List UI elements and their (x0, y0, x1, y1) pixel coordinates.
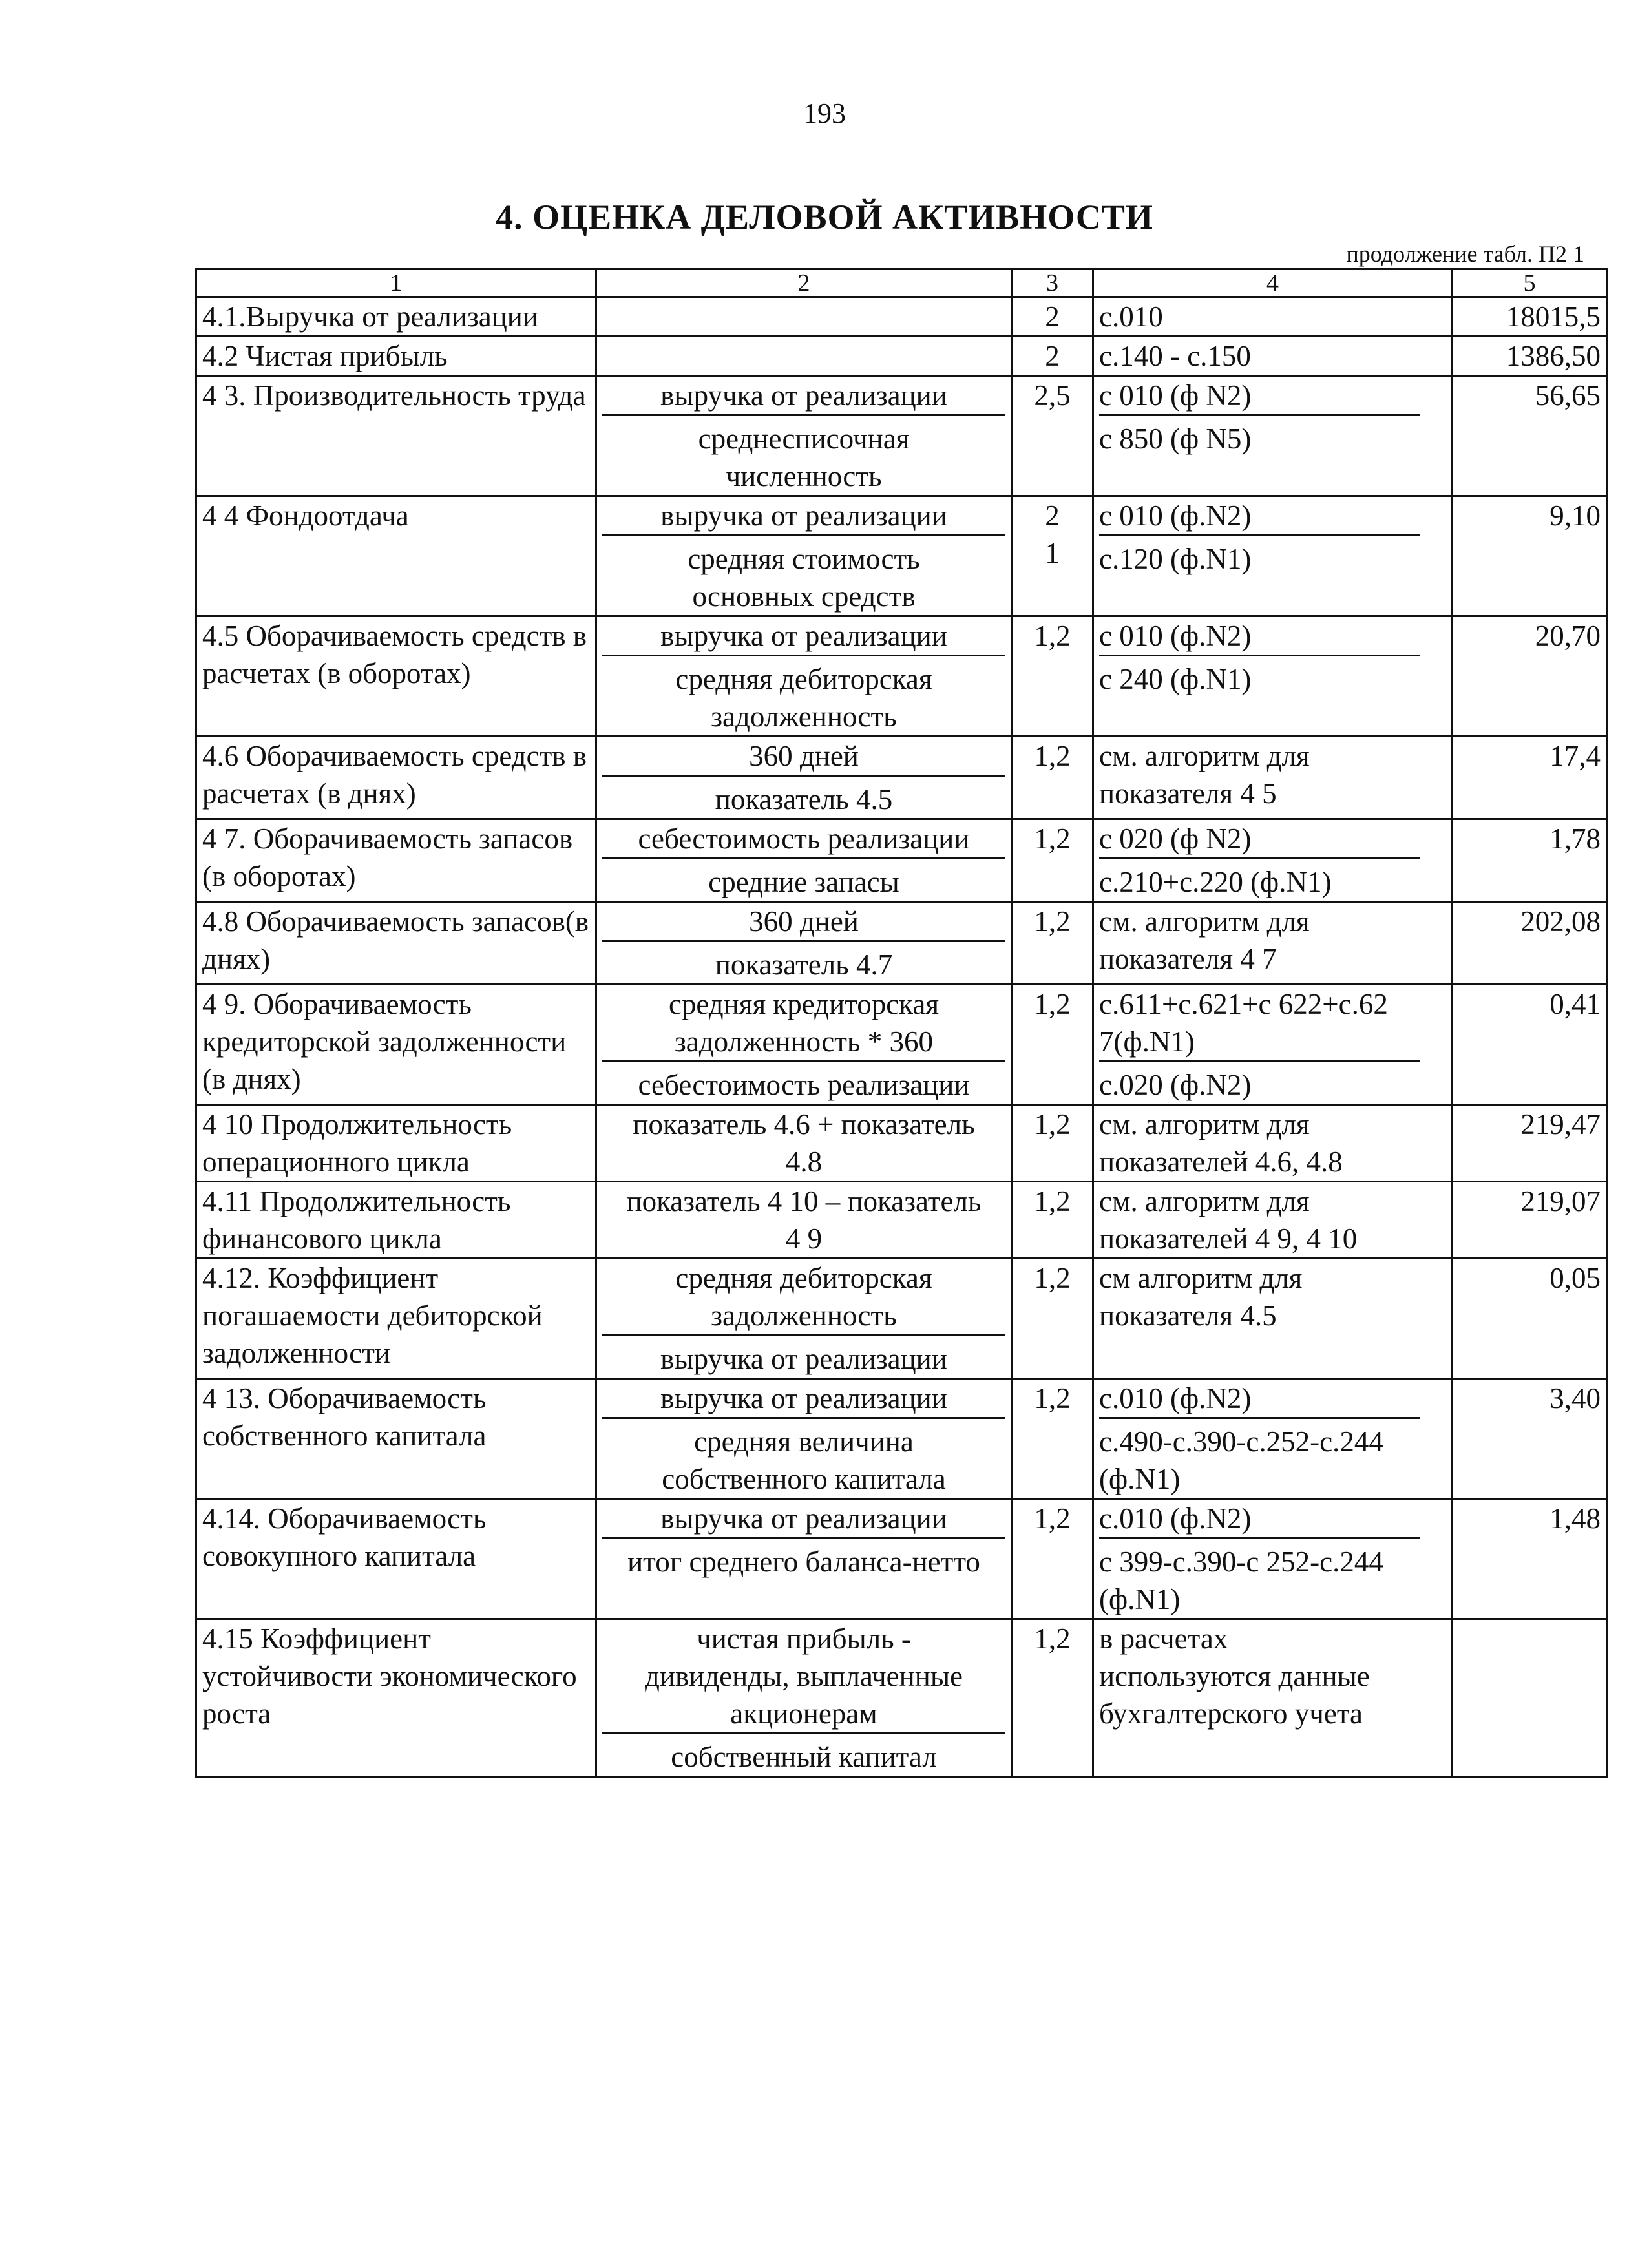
col3-part: 1,2 (1034, 1108, 1071, 1140)
table-row (196, 1499, 1607, 1619)
coefficient-cell (1012, 1379, 1093, 1499)
formula-cell (596, 1105, 1012, 1182)
header-cell-4: 4 (1093, 269, 1453, 297)
col3-part: 1,2 (1034, 1622, 1071, 1655)
source-part: с.210+с.220 (ф.N1) (1099, 866, 1332, 898)
table-continuation-note: продолжение табл. П2 1 (1346, 241, 1584, 267)
source-cell (1093, 902, 1453, 985)
source-part: с.010 (ф.N2) (1099, 1500, 1420, 1539)
source-part: см. алгоритм для показателей 4.6, 4.8 (1099, 1108, 1343, 1178)
coefficient-cell (1012, 985, 1093, 1105)
formula-part: показатель 4.7 (715, 949, 893, 981)
indicator-cell: 4.11 Продолжительность финансового цикла (196, 1182, 596, 1259)
formula-part: средние запасы (708, 866, 899, 898)
value-cell: 1,78 (1453, 819, 1607, 902)
col3-part: 1,2 (1034, 1262, 1071, 1294)
formula-part: средняя величина собственного капитала (662, 1425, 946, 1495)
formula-part: 360 дней (602, 903, 1005, 942)
indicator-cell: 4.6 Оборачиваемость средств в расчетах (в днях) (196, 737, 596, 819)
source-part: см алгоритм для показателя 4.5 (1099, 1262, 1303, 1332)
source-part: с 399-с.390-с 252-с.244 (ф.N1) (1099, 1546, 1383, 1615)
formula-part: показатель 4.6 + показатель 4.8 (633, 1108, 975, 1178)
page-number: 193 (803, 98, 846, 129)
col3-part: 1,2 (1034, 1185, 1071, 1217)
col3-part: 2 (1045, 300, 1060, 333)
formula-cell (596, 376, 1012, 496)
indicator-cell: 4.15 Коэффициент устойчивости экономического роста (196, 1619, 596, 1777)
coefficient-cell (1012, 337, 1093, 376)
table-row (196, 819, 1607, 902)
formula-part: выручка от реализации (660, 1343, 947, 1375)
formula-cell (596, 496, 1012, 616)
source-part: с.010 (1099, 300, 1163, 333)
value-cell: 18015,5 (1453, 297, 1607, 337)
formula-part: себестоимость реализации (602, 820, 1005, 859)
source-cell (1093, 1379, 1453, 1499)
source-part: см. алгоритм для показателя 4 7 (1099, 905, 1310, 975)
source-part: с.010 (ф.N2) (1099, 1380, 1420, 1419)
source-cell (1093, 1105, 1453, 1182)
indicator-cell: 4.2 Чистая прибыль (196, 337, 596, 376)
value-cell: 1,48 (1453, 1499, 1607, 1619)
value-cell: 0,05 (1453, 1259, 1607, 1379)
col3-part: 2 (1045, 340, 1060, 372)
source-part: с.120 (ф.N1) (1099, 543, 1252, 575)
formula-part: выручка от реализации (602, 497, 1005, 536)
indicator-cell: 4 3. Производительность труда (196, 376, 596, 496)
value-cell: 0,41 (1453, 985, 1607, 1105)
source-cell (1093, 297, 1453, 337)
table-row (196, 985, 1607, 1105)
indicator-cell: 4.12. Коэффициент погашаемости дебиторской задолженности (196, 1259, 596, 1379)
formula-part: выручка от реализации (602, 377, 1005, 416)
source-part: с 010 (ф N2) (1099, 377, 1420, 416)
header-row (196, 269, 1607, 297)
coefficient-cell (1012, 902, 1093, 985)
source-part: с.020 (ф.N2) (1099, 1069, 1252, 1101)
formula-part: себестоимость реализации (638, 1069, 970, 1101)
value-cell (1453, 1619, 1607, 1777)
coefficient-cell (1012, 1259, 1093, 1379)
col3-part: 1,2 (1034, 823, 1071, 855)
value-cell: 219,47 (1453, 1105, 1607, 1182)
col3-part: 1,2 (1034, 620, 1071, 652)
formula-cell (596, 819, 1012, 902)
source-cell (1093, 1619, 1453, 1777)
source-cell (1093, 1499, 1453, 1619)
formula-cell (596, 297, 1012, 337)
table-row (196, 1105, 1607, 1182)
source-part: см. алгоритм для показателей 4 9, 4 10 (1099, 1185, 1358, 1255)
table-row (196, 297, 1607, 337)
formula-part: средняя дебиторская задолженность (675, 663, 932, 733)
value-cell: 202,08 (1453, 902, 1607, 985)
col3-part: 2,5 (1034, 379, 1071, 412)
col3-part: 1,2 (1034, 1502, 1071, 1535)
formula-part: средняя кредиторская задолженность * 360 (602, 985, 1005, 1062)
indicator-cell: 4.8 Оборачиваемость запасов(в днях) (196, 902, 596, 985)
formula-part: итог среднего баланса-нетто (627, 1546, 980, 1578)
source-part: с 010 (ф.N2) (1099, 617, 1420, 656)
formula-part: чистая прибыль - дивиденды, выплаченные акционерам (602, 1620, 1005, 1734)
coefficient-cell (1012, 496, 1093, 616)
formula-cell (596, 1182, 1012, 1259)
source-part: с.490-с.390-с.252-с.244 (ф.N1) (1099, 1425, 1383, 1495)
col3-part: 1 (1045, 537, 1060, 569)
value-cell: 20,70 (1453, 616, 1607, 737)
source-part: с.611+с.621+с 622+с.62 7(ф.N1) (1099, 985, 1420, 1062)
formula-cell (596, 902, 1012, 985)
col3-part: 1,2 (1034, 905, 1071, 938)
table-row (196, 337, 1607, 376)
source-part: в расчетах используются данные бухгалтерского учета (1099, 1622, 1370, 1730)
col3-part: 1,2 (1034, 1382, 1071, 1414)
table-row (196, 1619, 1607, 1777)
table-row (196, 1259, 1607, 1379)
formula-part: средняя дебиторская задолженность (602, 1259, 1005, 1336)
source-part: с.140 - с.150 (1099, 340, 1251, 372)
table-row (196, 902, 1607, 985)
header-cell-1: 1 (196, 269, 596, 297)
formula-part: средняя стоимость основных средств (688, 543, 920, 613)
source-cell (1093, 737, 1453, 819)
header-cell-5: 5 (1453, 269, 1607, 297)
coefficient-cell (1012, 1105, 1093, 1182)
table-row (196, 376, 1607, 496)
indicator-cell: 4.5 Оборачиваемость средств в расчетах (в оборотах) (196, 616, 596, 737)
source-cell (1093, 337, 1453, 376)
source-cell (1093, 496, 1453, 616)
coefficient-cell (1012, 1182, 1093, 1259)
formula-cell (596, 1379, 1012, 1499)
source-part: см. алгоритм для показателя 4 5 (1099, 740, 1310, 810)
source-cell (1093, 616, 1453, 737)
formula-cell (596, 616, 1012, 737)
indicator-cell: 4.14. Оборачиваемость совокупного капитала (196, 1499, 596, 1619)
table-body (196, 297, 1607, 1777)
business-activity-table (195, 268, 1608, 1778)
header-cell-2: 2 (596, 269, 1012, 297)
formula-part: среднесписочная численность (698, 423, 910, 492)
source-part: с 010 (ф.N2) (1099, 497, 1420, 536)
source-part: с 850 (ф N5) (1099, 423, 1252, 455)
table-row (196, 496, 1607, 616)
source-cell (1093, 985, 1453, 1105)
formula-part: показатель 4 10 – показатель 4 9 (626, 1185, 982, 1255)
indicator-cell: 4.1.Выручка от реализации (196, 297, 596, 337)
source-cell (1093, 1182, 1453, 1259)
table-row (196, 1182, 1607, 1259)
formula-cell (596, 337, 1012, 376)
formula-cell (596, 737, 1012, 819)
value-cell: 219,07 (1453, 1182, 1607, 1259)
source-part: с 020 (ф N2) (1099, 820, 1420, 859)
coefficient-cell (1012, 819, 1093, 902)
source-cell (1093, 376, 1453, 496)
indicator-cell: 4 4 Фондоотдача (196, 496, 596, 616)
coefficient-cell (1012, 1619, 1093, 1777)
formula-cell (596, 1259, 1012, 1379)
coefficient-cell (1012, 737, 1093, 819)
value-cell: 17,4 (1453, 737, 1607, 819)
source-cell (1093, 819, 1453, 902)
page-title: 4. ОЦЕНКА ДЕЛОВОЙ АКТИВНОСТИ (496, 198, 1153, 236)
formula-cell (596, 1499, 1012, 1619)
formula-part: показатель 4.5 (715, 783, 893, 815)
value-cell: 3,40 (1453, 1379, 1607, 1499)
source-cell (1093, 1259, 1453, 1379)
source-part: с 240 (ф.N1) (1099, 663, 1252, 695)
table-row (196, 616, 1607, 737)
table-row (196, 737, 1607, 819)
value-cell: 56,65 (1453, 376, 1607, 496)
indicator-cell: 4 7. Оборачиваемость запасов (в оборотах) (196, 819, 596, 902)
table-row (196, 1379, 1607, 1499)
formula-cell (596, 1619, 1012, 1777)
coefficient-cell (1012, 297, 1093, 337)
value-cell: 9,10 (1453, 496, 1607, 616)
coefficient-cell (1012, 616, 1093, 737)
col3-part: 1,2 (1034, 988, 1071, 1020)
formula-part: выручка от реализации (602, 617, 1005, 656)
indicator-cell: 4 9. Оборачиваемость кредиторской задолженности (в днях) (196, 985, 596, 1105)
formula-part: выручка от реализации (602, 1380, 1005, 1419)
formula-cell (596, 985, 1012, 1105)
col3-part: 2 (1045, 499, 1060, 532)
coefficient-cell (1012, 376, 1093, 496)
indicator-cell: 4 13. Оборачиваемость собственного капитала (196, 1379, 596, 1499)
formula-part: собственный капитал (671, 1741, 937, 1773)
formula-part: выручка от реализации (602, 1500, 1005, 1539)
col3-part: 1,2 (1034, 740, 1071, 772)
header-cell-3: 3 (1012, 269, 1093, 297)
value-cell: 1386,50 (1453, 337, 1607, 376)
formula-part: 360 дней (602, 737, 1005, 777)
coefficient-cell (1012, 1499, 1093, 1619)
indicator-cell: 4 10 Продолжительность операционного цикла (196, 1105, 596, 1182)
